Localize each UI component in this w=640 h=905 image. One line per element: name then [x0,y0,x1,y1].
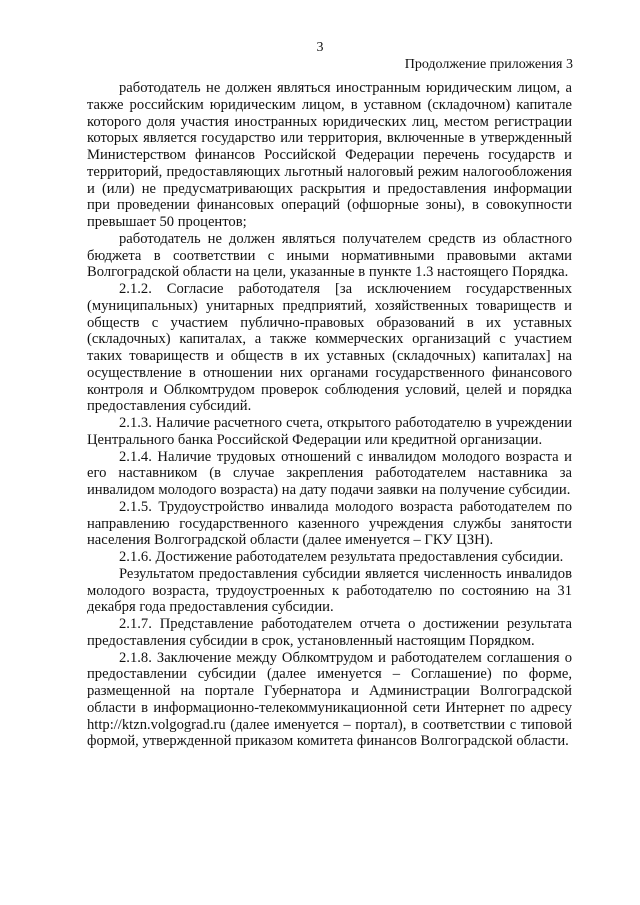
paragraph: 2.1.5. Трудоустройство инвалида молодого возраста работодателем по направлению государственного казенного учреждения службы занятости населения Волгоградской области (далее именуется – ГКУ ЦЗН). [87,498,572,549]
paragraph: 2.1.4. Наличие трудовых отношений с инвалидом молодого возраста и его наставником (в случае закрепления работодателем наставника за инвалидом молодого возраста) на дату подачи заявки на получение субсидии. [87,448,572,498]
page-number: 3 [316,40,324,55]
paragraph: 2.1.3. Наличие расчетного счета, открытого работодателю в учреждении Центрального банка Российской Федерации или кредитной организации. [87,415,572,448]
paragraph: Результатом предоставления субсидии является численность инвалидов молодого возраста, трудоустроенных к работодателю по состоянию на 31 декабря года предоставления субсидии. [87,565,572,616]
continuation-note: Продолжение приложения 3 [404,57,573,72]
paragraph: 2.1.6. Достижение работодателем результата предоставления субсидии. [119,549,564,565]
paragraph: работодатель не должен являться иностранным юридическим лицом, а также российским юридическим лицом, в уставном (складочном) капитале которого доля участия иностранных юридических лиц, местом регистрации которых является государство или территория, включенные в утвержденный Министерством финансов Российской Федерации перечень государств и территорий, предоставляющих льготный налоговый режим налогообложения и (или) не предусматривающих раскрытия и предоставления информации при проведении финансовых операций (офшорные зоны), в совокупности превышает 50 процентов; [87,80,572,230]
paragraph: работодатель не должен являться получателем средств из областного бюджета в соответствии с иными нормативными правовыми актами Волгоградской области на цели, указанные в пункте 1.3 настоящего Порядка. [87,230,572,281]
document-body [87,80,572,750]
paragraph: 2.1.8. Заключение между Облкомтрудом и работодателем соглашения о предоставлении субсидии (далее именуется – Соглашение) по форме, размещенной на портале Губернатора и Администрации Волгоградской области в информационно-телекоммуникационной сети Интернет по адресу http://ktzn.volgograd.ru (далее именуется – портал), в соответствии с типовой формой, утвержденной приказом комитета финансов Волгоградской области. [87,649,572,750]
paragraph: 2.1.7. Представление работодателем отчета о достижении результата предоставления субсидии в срок, установленный настоящим Порядком. [87,616,572,649]
paragraph: 2.1.2. Согласие работодателя [за исключением государственных (муниципальных) унитарных предприятий, хозяйственных товариществ и обществ с участием публично-правовых образований в их уставных (складочных) капиталах, а также коммерческих организаций с участием таких товариществ и обществ в их уставных (складочных) капиталах] на осуществление в отношении них органами государственного финансового контроля и Облкомтрудом проверок соблюдения условий, целей и порядка предоставления субсидий. [87,281,572,415]
